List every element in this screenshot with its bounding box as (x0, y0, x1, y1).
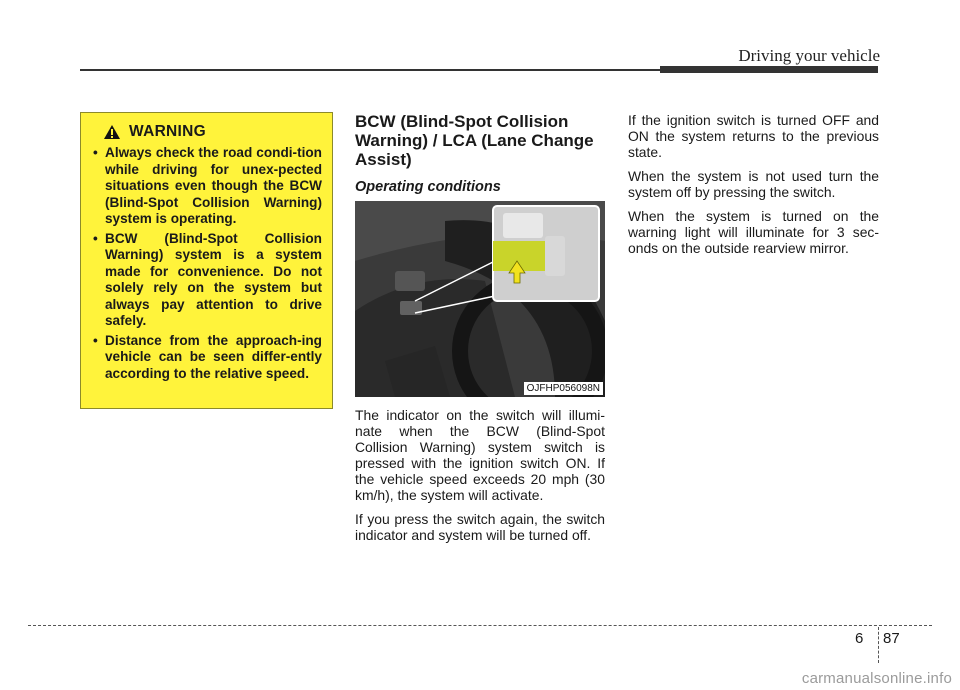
paragraph: If you press the switch again, the switch indicator and system will be turned off. (355, 511, 605, 543)
warning-item: • Always check the road condi-tion while driving for unex-pected situations even though the BCW (Blind-Spot Collision Warning) system is operating. (91, 145, 322, 228)
warning-box (80, 112, 333, 409)
paragraph: The indicator on the switch will illumi-nate when the BCW (Blind-Spot Collision Warning) system switch is pressed with the ignition switch ON. If the vehicle speed exceeds 20 mph (30 km/h), the system will activate. (355, 407, 605, 503)
header-bar (660, 66, 878, 73)
paragraph: When the system is turned on the warning light will illuminate for 3 sec-onds on the outside rearview mirror. (628, 208, 879, 256)
warning-title: WARNING (129, 123, 207, 140)
right-column (628, 112, 879, 264)
paragraph: When the system is not used turn the system off by pressing the switch. (628, 168, 879, 200)
dashboard-illustration (355, 201, 605, 397)
section-subheading: Operating conditions (355, 179, 501, 195)
footer-rule (28, 625, 932, 626)
page-number: 87 (883, 630, 900, 647)
warning-item: • BCW (Blind-Spot Collision Warning) system is a system made for convenience. Do not solely rely on the system but always pay attention to drive safely. (91, 231, 322, 330)
dashboard-photo (355, 201, 605, 397)
paragraph: If the ignition switch is turned OFF and ON the system returns to the previous state. (628, 112, 879, 160)
header-rule (80, 69, 680, 71)
middle-column (355, 112, 605, 551)
warning-list (91, 145, 322, 382)
page-chapter-number: 6 (855, 630, 864, 647)
watermark: carmanualsonline.info (801, 670, 952, 687)
section-heading: BCW (Blind-Spot Collision Warning) / LCA (Lane Change Assist) (355, 112, 594, 169)
image-code-label: OJFHP056098N (524, 382, 603, 395)
warning-item: • Distance from the approach-ing vehicle can be seen differ-ently according to the relative speed. (91, 333, 322, 383)
warning-triangle-icon (103, 124, 121, 140)
warning-header (103, 123, 322, 141)
footer-divider (878, 627, 879, 663)
chapter-title: Driving your vehicle (738, 46, 880, 65)
